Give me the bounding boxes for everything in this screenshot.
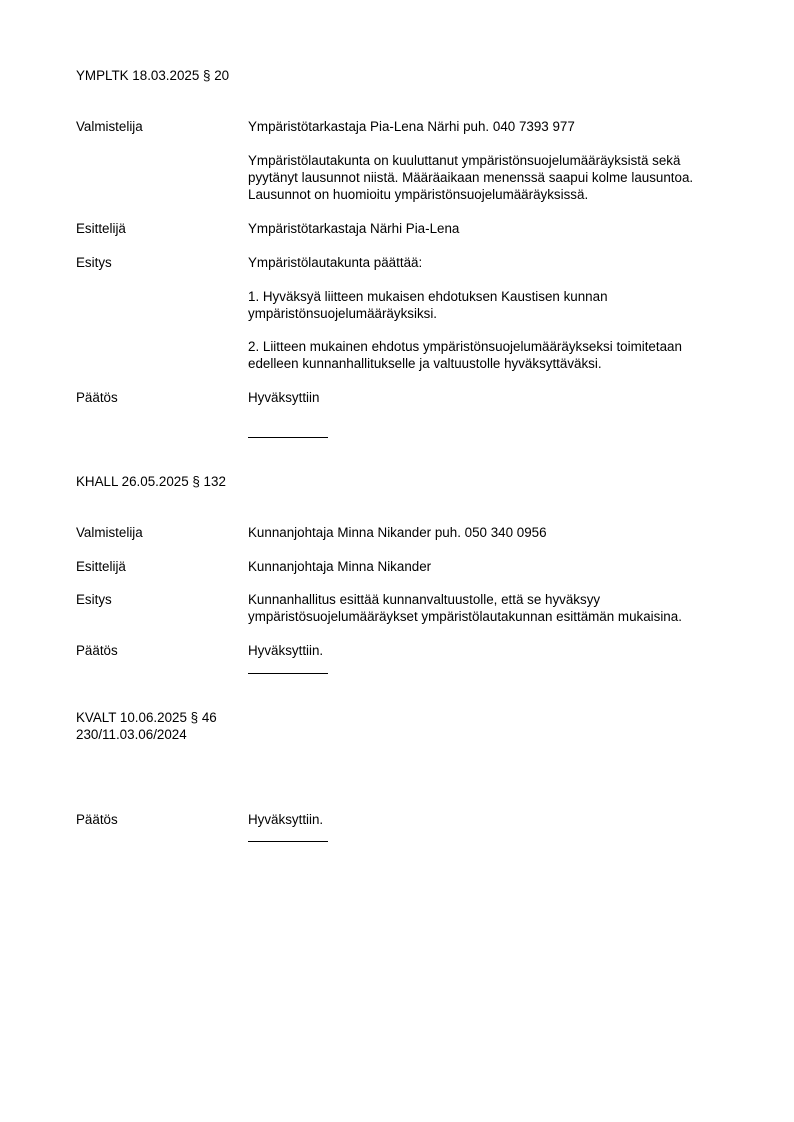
paatos-label: Päätös bbox=[76, 390, 118, 405]
divider-line bbox=[248, 841, 328, 842]
preparation-text bbox=[248, 152, 748, 203]
text-line: Lausunnot on huomioitu ympäristönsuojelumääräyksissä. bbox=[248, 187, 589, 202]
paatos-value: Hyväksyttiin. bbox=[248, 643, 324, 658]
esitys-intro: Ympäristölautakunta päättää: bbox=[248, 255, 423, 270]
valmistelija-value: Kunnanjohtaja Minna Nikander puh. 050 340 0956 bbox=[248, 525, 547, 540]
valmistelija-label: Valmistelija bbox=[76, 119, 143, 134]
paatos-label: Päätös bbox=[76, 812, 118, 827]
esittelija-value: Ympäristötarkastaja Närhi Pia-Lena bbox=[248, 221, 460, 236]
esitys-label: Esitys bbox=[76, 255, 112, 270]
paatos-value: Hyväksyttiin bbox=[248, 390, 320, 405]
text-line: Kunnanhallitus esittää kunnanvaltuustolle, että se hyväksyy bbox=[248, 592, 601, 607]
text-line: 2. Liitteen mukainen ehdotus ympäristönsuojelumääräykseksi toimitetaan bbox=[248, 339, 682, 354]
valmistelija-value: Ympäristötarkastaja Pia-Lena Närhi puh. 040 7393 977 bbox=[248, 119, 575, 134]
paatos-value: Hyväksyttiin. bbox=[248, 812, 324, 827]
esittelija-label: Esittelijä bbox=[76, 559, 126, 574]
text-line: ympäristösuojelumääräykset ympäristölautakunnan esittämän mukaisina. bbox=[248, 609, 682, 624]
section-heading-ympltk: YMPLTK 18.03.2025 § 20 bbox=[76, 68, 230, 83]
divider-line bbox=[248, 437, 328, 438]
text-line: ympäristönsuojelumääräyksiksi. bbox=[248, 306, 438, 321]
esitys-label: Esitys bbox=[76, 592, 112, 607]
esitys-item-2 bbox=[248, 338, 748, 372]
section-heading-khall: KHALL 26.05.2025 § 132 bbox=[76, 474, 226, 489]
esittelija-value: Kunnanjohtaja Minna Nikander bbox=[248, 559, 432, 574]
paatos-label: Päätös bbox=[76, 643, 118, 658]
text-line: pyytänyt lausunnot niistä. Määräaikaan menenssä saapui kolme lausuntoa. bbox=[248, 170, 694, 185]
diary-reference: 230/11.03.06/2024 bbox=[76, 727, 187, 742]
text-line: edelleen kunnanhallitukselle ja valtuustolle hyväksyttäväksi. bbox=[248, 356, 602, 371]
esittelija-label: Esittelijä bbox=[76, 221, 126, 236]
esitys-item-1 bbox=[248, 288, 748, 322]
text-line: 1. Hyväksyä liitteen mukaisen ehdotuksen Kaustisen kunnan bbox=[248, 289, 608, 304]
esitys-text bbox=[248, 591, 748, 625]
section-heading-kvalt: KVALT 10.06.2025 § 46 bbox=[76, 710, 217, 725]
divider-line bbox=[248, 673, 328, 674]
text-line: Ympäristölautakunta on kuuluttanut ympäristönsuojelumääräyksistä sekä bbox=[248, 153, 681, 168]
valmistelija-label: Valmistelija bbox=[76, 525, 143, 540]
